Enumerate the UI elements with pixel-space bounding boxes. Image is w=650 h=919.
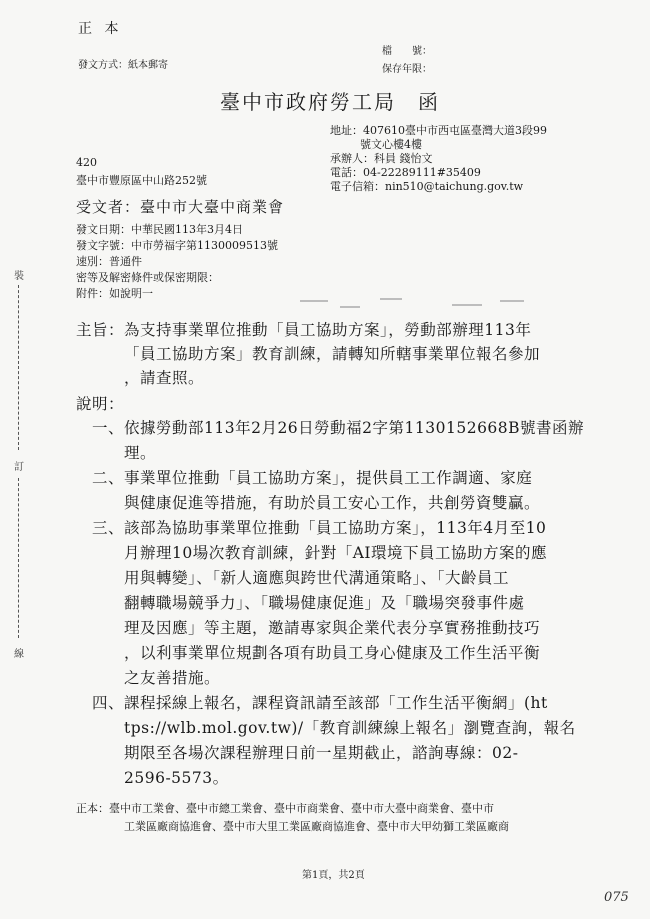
item-3-line-6: ，以利事業單位規劃各項有助員工身心健康及工作生活平衡 — [124, 644, 541, 662]
sender-contact: 承辦人：科員 錢怡文 — [330, 152, 433, 165]
doc-number: 發文字號：中市勞福字第1130009513號 — [76, 239, 278, 252]
sender-info — [330, 124, 547, 194]
sender-address-cont: 號文心樓4樓 — [360, 138, 422, 151]
item-3-line-2: 月辦理10場次教育訓練，針對「AI環境下員工協助方案的應 — [124, 544, 548, 562]
stamp-mark — [380, 298, 402, 300]
item-3-line-4: 翻轉職場競爭力」、「職場健康促進」及「職場突發事件處 — [124, 594, 525, 612]
item-3-line-7: 之友善措施。 — [124, 669, 221, 687]
item-4-line-1: 四、課程採線上報名，課程資訊請至該部「工作生活平衡網」(ht — [92, 694, 548, 712]
subject-line-2: 「員工協助方案」教育訓練，請轉知所轄事業單位報名參加 — [124, 345, 541, 363]
item-4-line-4: 2596-5573。 — [124, 769, 229, 787]
handwritten-mark: 075 — [604, 890, 629, 905]
sender-email: 電子信箱：nin510@taichung.gov.tw — [330, 180, 524, 193]
postal-code: 420 — [76, 156, 97, 169]
recipient: 受文者：臺中市大臺中商業會 — [76, 198, 285, 216]
stamp-mark — [340, 306, 360, 308]
item-4-line-2: tps://wlb.mol.gov.tw)/「教育訓練線上報名」瀏覽查詢，報名 — [124, 719, 576, 737]
speed: 速別：普通件 — [76, 255, 142, 268]
security-level: 密等及解密條件或保密期限： — [76, 271, 219, 284]
item-3-line-1: 三、該部為協助事業單位推動「員工協助方案」，113年4月至10 — [92, 519, 547, 537]
item-2-line-2: 與健康促進等措施，有助於員工安心工作，共創勞資雙贏。 — [124, 494, 541, 512]
item-3-line-5: 理及因應」等主題，邀請專家與企業代表分享實務推動技巧 — [124, 619, 541, 637]
stamp-mark — [500, 300, 524, 302]
issue-date: 發文日期：中華民國113年3月4日 — [76, 223, 243, 236]
stamp-mark — [300, 300, 328, 302]
explanation-label: 說明： — [76, 395, 125, 413]
binding-mark-zhuang: 裝 — [14, 271, 24, 282]
document-meta — [76, 222, 278, 302]
item-1-line-2: 理。 — [124, 444, 157, 462]
subject-line-3: ，請查照。 — [124, 369, 205, 387]
sender-phone: 電話：04-22289111#35409 — [330, 166, 481, 179]
item-3-line-3: 用與轉變」、「新人適應與跨世代溝通策略」、「大齡員工 — [124, 569, 510, 587]
cc-line-2: 工業區廠商協進會、臺中市大里工業區廠商協進會、臺中市大甲幼獅工業區廠商 — [124, 820, 509, 833]
stamp-mark — [452, 304, 482, 306]
binding-line — [18, 478, 19, 638]
delivery-method: 發文方式：紙本郵寄 — [78, 60, 168, 71]
page-number: 第1頁，共2頁 — [302, 870, 365, 881]
file-number-label: 檔 號： — [382, 46, 432, 57]
copy-type: 正 本 — [78, 21, 123, 37]
document-title: 臺中市政府勞工局 函 — [220, 90, 440, 114]
item-2-line-1: 二、事業單位推動「員工協助方案」，提供員工工作調適、家庭 — [92, 469, 533, 487]
binding-mark-xian: 線 — [14, 649, 24, 660]
cc-line-1: 正本：臺中市工業會、臺中市總工業會、臺中市商業會、臺中市大臺中商業會、臺中市 — [76, 802, 494, 815]
sender-address: 地址：407610臺中市西屯區臺灣大道3段99 — [330, 124, 547, 137]
subject-line-1: 主旨：為支持事業單位推動「員工協助方案」，勞動部辦理113年 — [76, 321, 532, 339]
attachment: 附件：如說明一 — [76, 287, 153, 300]
recipient-address: 臺中市豐原區中山路252號 — [76, 174, 207, 187]
binding-line — [18, 285, 19, 450]
binding-mark-ding: 訂 — [14, 462, 24, 473]
retention-label: 保存年限： — [382, 64, 432, 75]
item-1-line-1: 一、依據勞動部113年2月26日勞動福2字第1130152668B號書函辦 — [92, 419, 585, 437]
item-4-line-3: 期限至各場次課程辦理日前一星期截止，諮詢專線：02- — [124, 744, 519, 762]
